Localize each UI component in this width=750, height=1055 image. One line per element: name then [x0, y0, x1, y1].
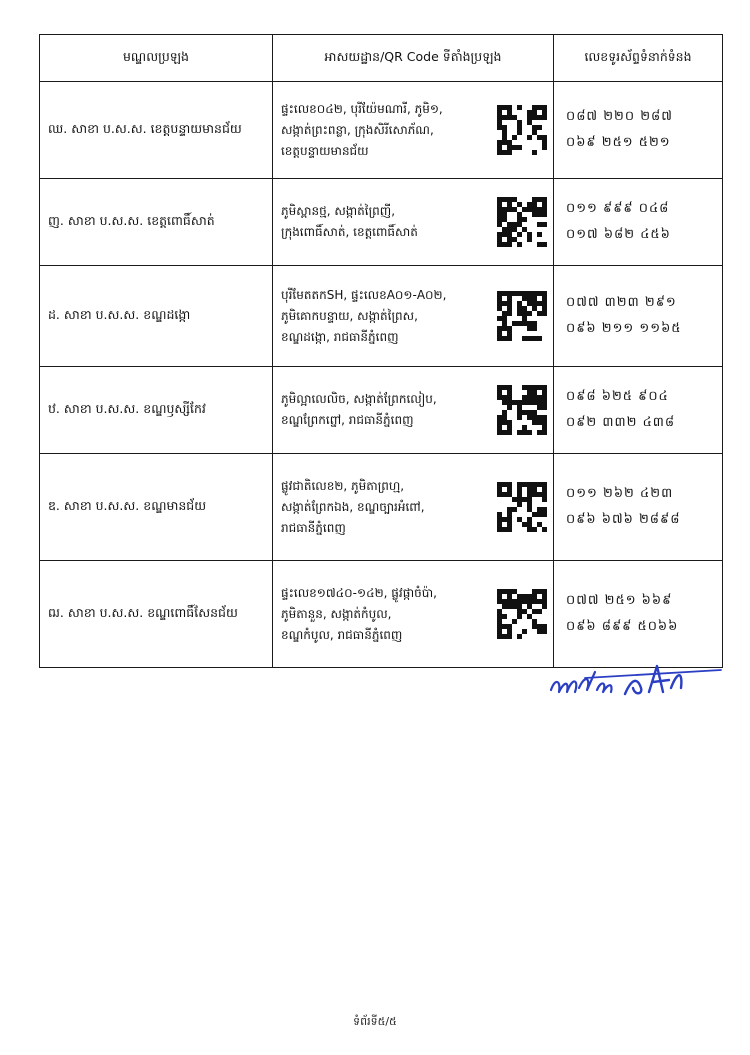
center-name: ដ. សាខា ប.ស.ស. ខណ្ឌដង្កោ [40, 266, 273, 367]
phone-number: ០៧៧ ៣២៣ ២៩១ [566, 295, 677, 310]
phone-cell [554, 454, 723, 561]
phone-cell [554, 561, 723, 668]
table-header-row [40, 35, 723, 82]
qr-code-icon[interactable] [497, 589, 547, 639]
phone-number: ០៩៦ ៨៩៩ ៥០៦៦ [566, 619, 679, 634]
table-row [40, 367, 723, 454]
table-row [40, 561, 723, 668]
phone-number: ០៦៩ ២៥១ ៥២១ [566, 135, 671, 150]
table-row [40, 82, 723, 179]
page-number: ទំព័រទី៥/៥ [353, 1015, 397, 1028]
phone-number: ០១១ ២៦២ ៤២៣ [566, 486, 674, 501]
phone-cell [554, 266, 723, 367]
phone-number: ០១៧ ៦៨២ ៤៥៦ [566, 227, 671, 242]
qr-code-icon[interactable] [497, 482, 547, 532]
signature-icon [545, 658, 725, 704]
phone-cell [554, 82, 723, 179]
address-cell [273, 266, 554, 367]
phone-number: ០៩២ ៣៣២ ៤៣៨ [566, 415, 676, 430]
center-name: ឋ. សាខា ប.ស.ស. ខណ្ឌឫស្សីកែវ [40, 367, 273, 454]
address-line: រាជធានីភ្នំពេញ [281, 520, 346, 535]
address-line: ភូមិតានួន, សង្កាត់កំបូល, [281, 606, 392, 621]
address-cell [273, 179, 554, 266]
address-line: ខណ្ឌកំបូល, រាជធានីភ្នំពេញ [281, 627, 403, 642]
header-phone: លេខទូរស័ព្ទទំនាក់ទំនង [554, 35, 723, 82]
table-row [40, 179, 723, 266]
center-name: ឍ. សាខា ប.ស.ស. ខណ្ឌពោធិ៍សែនជ័យ [40, 561, 273, 668]
qr-code-icon[interactable] [497, 385, 547, 435]
address-text [281, 476, 493, 539]
address-line: ផ្ទះលេខ១៧៤០-១៤២, ផ្លូវផ្កាចំប៉ា, [281, 585, 437, 600]
address-line: ផ្ទះលេខ០៤២, បុរីយ៉ែមណារី, ភូមិ១, [281, 101, 443, 116]
phone-number: ០៩៨ ៦២៥ ៩០៤ [566, 389, 669, 404]
address-line: ខណ្ឌព្រែកព្នៅ, រាជធានីភ្នំពេញ [281, 413, 414, 427]
address-cell [273, 454, 554, 561]
address-text [281, 583, 493, 646]
address-text [281, 99, 493, 162]
address-text [281, 389, 493, 431]
address-cell [273, 82, 554, 179]
center-name: ឈ. សាខា ប.ស.ស. ខេត្តបន្ទាយមានជ័យ [40, 82, 273, 179]
phone-number: ០៩៦ ២១១ ១១៦៥ [566, 321, 682, 336]
address-line: បុរីមែតតកSH, ផ្ទះលេខA០១-A០២, [281, 287, 447, 302]
address-text [281, 201, 493, 243]
address-cell [273, 367, 554, 454]
phone-number: ០៨៧ ២២០ ២៨៧ [566, 109, 673, 124]
address-line: ភូមិល្អាលេលិច, សង្កាត់ព្រែកលៀប, [281, 392, 437, 406]
exam-centers-table [39, 34, 723, 668]
phone-number: ០៧៧ ២៥១ ៦៦៩ [566, 593, 673, 608]
address-text [281, 285, 493, 348]
address-line: ខេត្តបន្ទាយមានជ័យ [281, 143, 369, 158]
phone-cell [554, 179, 723, 266]
address-line: ភូមិគោកបន្ទាយ, សង្កាត់ព្រៃស, [281, 308, 418, 323]
table-row [40, 454, 723, 561]
phone-number: ០១១ ៩៩៩ ០៤៨ [566, 201, 670, 216]
center-name: ញ. សាខា ប.ស.ស. ខេត្តពោធិ៍សាត់ [40, 179, 273, 266]
address-line: ក្រុងពោធិ៍សាត់, ខេត្តពោធិ៍សាត់ [281, 225, 418, 239]
qr-code-icon[interactable] [497, 105, 547, 155]
address-line: ភូមិស្ពានថ្ម, សង្កាត់ព្រៃញី, [281, 204, 396, 218]
address-line: សង្កាត់ព្រះពន្លា, ក្រុងសិរីសោភ័ណ, [281, 122, 434, 137]
address-cell [273, 561, 554, 668]
table-row [40, 266, 723, 367]
qr-code-icon[interactable] [497, 197, 547, 247]
qr-code-icon[interactable] [497, 291, 547, 341]
header-exam-center: មណ្ឌលប្រឡង [40, 35, 273, 82]
phone-number: ០៩៦ ៦៧៦ ២៨៩៨ [566, 512, 681, 527]
center-name: ឌ. សាខា ប.ស.ស. ខណ្ឌមានជ័យ [40, 454, 273, 561]
address-line: សង្កាត់ព្រែកឯង, ខណ្ឌច្បារអំពៅ, [281, 499, 425, 514]
address-line: ផ្លូវជាតិលេខ២, ភូមិតាព្រហ្ម, [281, 478, 405, 493]
header-address-qr: អាសយដ្ឋាន/QR Code ទីតាំងប្រឡង [273, 35, 554, 82]
phone-cell [554, 367, 723, 454]
address-line: ខណ្ឌដង្កោ, រាជធានីភ្នំពេញ [281, 329, 399, 344]
